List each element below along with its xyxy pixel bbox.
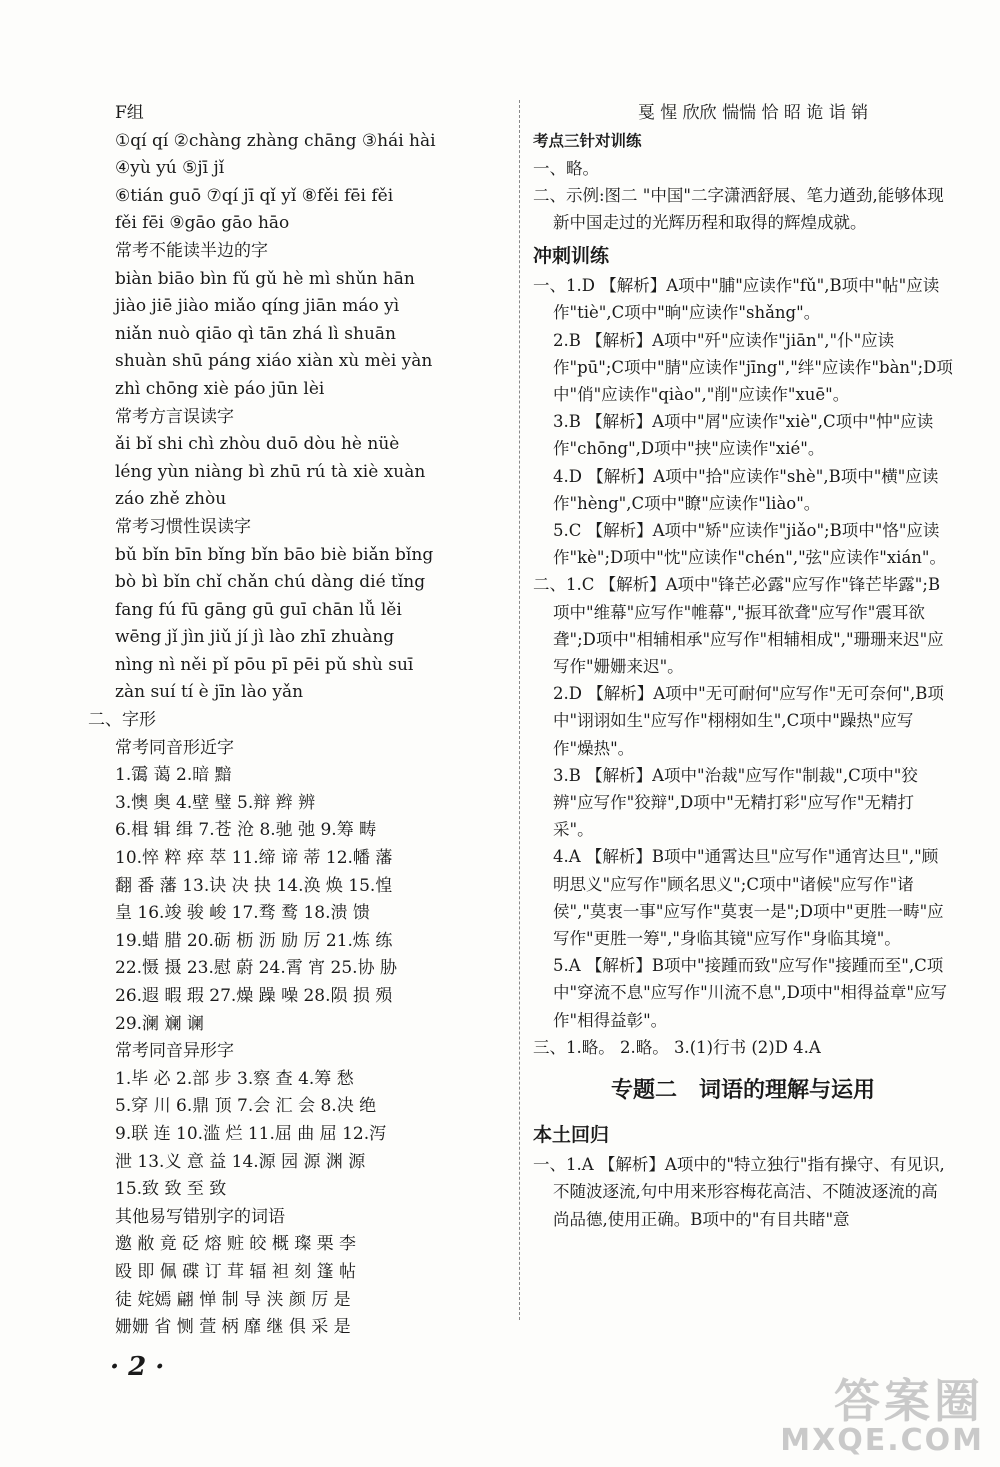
watermark <box>780 1374 984 1458</box>
answer-item: 4.D 【解析】A项中"拾"应读作"shè",B项中"横"应读作"hèng",C项中"瞭"应读作"liào"。 <box>553 466 939 513</box>
left-line: 29.澜 斓 谰 <box>115 1013 204 1034</box>
right-column <box>533 100 953 1233</box>
left-line: biàn biāo bìn fǔ gǔ hè mì shǔn hān <box>115 268 415 289</box>
left-line: jiào jiē jiào miǎo qíng jiān máo yì <box>115 296 400 317</box>
answer-item: 三、1.略。 2.略。 3.(1)行书 (2)D 4.A <box>533 1037 821 1057</box>
watermark-top: 答案圈 <box>834 1374 984 1428</box>
chongci-answers <box>533 272 953 1061</box>
answer-item: 二、1.C 【解析】A项中"锋芒必露"应写作"锋芒毕露";B项中"维幕"应写作"帷幕","振耳欲聋"应写作"震耳欲聋";D项中"相辅相承"应写作"相辅相成","珊珊来迟"应写作"姗姗来迟"。 <box>533 575 944 677</box>
left-line: záo zhě zhòu <box>115 489 227 510</box>
column-divider <box>519 100 520 1320</box>
left-line: 邀 敝 竟 砭 熔 赃 皎 概 璨 栗 李 <box>115 1234 357 1255</box>
left-line: 徒 姹嫣 翩 惮 制 导 浃 颜 厉 是 <box>115 1289 351 1310</box>
left-line: 15.致 致 至 致 <box>115 1179 227 1200</box>
left-line: zàn suí tí è jīn lào yǎn <box>115 682 304 703</box>
answer-item: 5.A 【解析】B项中"接踵而致"应写作"接踵而至",C项中"穿流不息"应写作"川流不息",D项中"相得益章"应写作"相得益彰"。 <box>553 956 948 1030</box>
left-line: 常考同音异形字 <box>115 1041 234 1062</box>
left-line: 3.懊 奥 4.壁 璧 5.辩 辫 辨 <box>115 792 316 813</box>
left-line: ①qí qí ②chàng zhàng chāng ③hái hài <box>115 130 436 151</box>
left-line: 泄 13.义 意 益 14.源 园 源 渊 源 <box>115 1151 366 1172</box>
left-line: ǎi bǐ shi chì zhòu duō dòu hè nüè <box>115 434 400 455</box>
left-line: 姗姗 省 恻 萱 柄 靡 继 俱 采 是 <box>115 1317 351 1338</box>
page-number: · 2 · <box>110 1352 165 1382</box>
left-line: bò bì bǐn chǐ chǎn chú dàng dié tǐng <box>115 572 426 593</box>
left-line: 5.穿 川 6.鼎 顶 7.会 汇 会 8.决 绝 <box>115 1096 377 1117</box>
left-line: 1.毕 必 2.部 步 3.察 查 4.筹 愁 <box>115 1068 354 1089</box>
section-title: 专题二 词语的理解与运用 <box>610 1078 875 1104</box>
left-line: 1.霭 蔼 2.暗 黯 <box>115 765 232 786</box>
answer-item: 一、1.A 【解析】A项中的"特立独行"指有操守、有见识,不随波逐流,句中用来形容梅花高洁、不随波逐流的高尚品德,使用正确。B项中的"有目共睹"意 <box>533 1155 945 1229</box>
left-line: ④yù yú ⑤jī jǐ <box>115 158 225 179</box>
left-line: 翻 番 藩 13.诀 决 抉 14.涣 焕 15.惶 <box>115 875 393 896</box>
left-line: fěi fēi ⑨gāo gāo hāo <box>115 213 290 234</box>
left-line: 常考同音形近字 <box>115 737 234 758</box>
answer-item: 一、1.D 【解析】A项中"脯"应读作"fǔ",B项中"帖"应读作"tiè",C项中"晌"应读作"shǎng"。 <box>533 276 940 323</box>
left-column <box>88 100 508 1342</box>
character-list-top: 戛 惺 欣欣 惴惴 恰 昭 诡 诣 销 <box>637 103 869 123</box>
bentu-heading: 本土回归 <box>533 1124 610 1147</box>
answer-item: 4.A 【解析】B项中"通霄达旦"应写作"通宵达旦","顾明思义"应写作"顾名思义";C项中"诸候"应写作"诸侯","莫衷一事"应写作"莫衷一是";D项中"更胜一畴"应写作"更胜一筹","身临其镜"应写作"身临其境"。 <box>553 847 944 949</box>
left-line: 19.蜡 腊 20.砺 枥 沥 励 厉 21.炼 练 <box>115 930 393 951</box>
left-line: zhì chōng xiè páo jūn lèi <box>115 378 325 399</box>
left-line: 其他易写错别字的词语 <box>115 1206 285 1227</box>
left-line: ⑥tián guō ⑦qí jī qǐ yǐ ⑧fěi fēi fěi <box>115 185 394 206</box>
left-line: 二、字形 <box>88 710 156 731</box>
left-line: 26.遐 暇 瑕 27.燥 躁 噪 28.陨 损 殒 <box>115 986 393 1006</box>
left-line: shuàn shū páng xiáo xiàn xù mèi yàn <box>115 351 433 372</box>
answer-item: 3.B 【解析】A项中"屑"应读作"xiè",C项中"忡"应读作"chōng",D项中"挟"应读作"xié"。 <box>553 412 934 459</box>
kaodian-heading: 考点三针对训练 <box>533 131 642 150</box>
answer-item: 3.B 【解析】A项中"治裁"应写作"制裁",C项中"狡辨"应写作"狡辩",D项中"无精打彩"应写作"无精打采"。 <box>553 765 918 840</box>
left-line: F组 <box>115 103 144 123</box>
answer-item: 2.D 【解析】A项中"无可耐何"应写作"无可奈何",B项中"诩诩如生"应写作"栩栩如生",C项中"躁热"应写作"燥热"。 <box>553 684 944 758</box>
left-line: 殴 即 佩 碟 订 茸 辐 袒 刻 篷 帖 <box>115 1261 357 1282</box>
watermark-bottom: MXQE.COM <box>780 1423 984 1458</box>
left-line: 9.联 连 10.滥 烂 11.屈 曲 屈 12.泻 <box>115 1123 387 1144</box>
left-line: 22.慑 摄 23.慰 蔚 24.霄 宵 25.协 胁 <box>115 958 397 979</box>
left-line: wēng jǐ jìn jiǔ jí jì lào zhī zhuàng <box>115 627 395 648</box>
left-line: 皇 16.竣 骏 峻 17.骛 鹜 18.溃 馈 <box>115 903 370 924</box>
left-line: 10.悴 粹 瘁 萃 11.缔 谛 蒂 12.幡 藩 <box>115 848 393 869</box>
left-line: nìng nì něi pǐ pōu pī pēi pǔ shù suī <box>115 654 414 675</box>
left-line: fang fú fū gāng gū guī chān lǚ lěi <box>115 599 402 620</box>
chongci-heading: 冲刺训练 <box>533 245 610 268</box>
answer-item: 一、略。 <box>533 158 599 178</box>
kaodian-answers <box>533 155 953 237</box>
answer-item: 2.B 【解析】A项中"歼"应读作"jiān","仆"应读作"pū";C项中"腈"应读作"jīng","绊"应读作"bàn";D项中"俏"应读作"qiào","削"应读作"xuē"。 <box>553 330 953 405</box>
bentu-answers <box>533 1151 953 1233</box>
left-line: 6.楫 辑 缉 7.苍 沧 8.驰 弛 9.筹 畴 <box>115 820 377 841</box>
left-line: léng yùn niàng bì zhū rú tà xiè xuàn <box>115 461 426 482</box>
left-line: 常考不能读半边的字 <box>115 240 268 261</box>
answer-item: 二、示例:图二 "中国"二字潇洒舒展、笔力遒劲,能够体现新中国走过的光辉历程和取得的辉煌成就。 <box>533 185 944 232</box>
left-line: niǎn nuò qiāo qì tān zhá lì shuān <box>115 323 396 344</box>
left-line: 常考方言误读字 <box>115 406 234 427</box>
left-line: bǔ bǐn bīn bǐng bǐn bāo biè biǎn bǐng <box>115 544 434 565</box>
answer-item: 5.C 【解析】A项中"矫"应读作"jiǎo";B项中"恪"应读作"kè";D项中"忱"应读作"chén","弦"应读作"xián"。 <box>553 521 946 568</box>
left-line: 常考习惯性误读字 <box>115 516 251 537</box>
